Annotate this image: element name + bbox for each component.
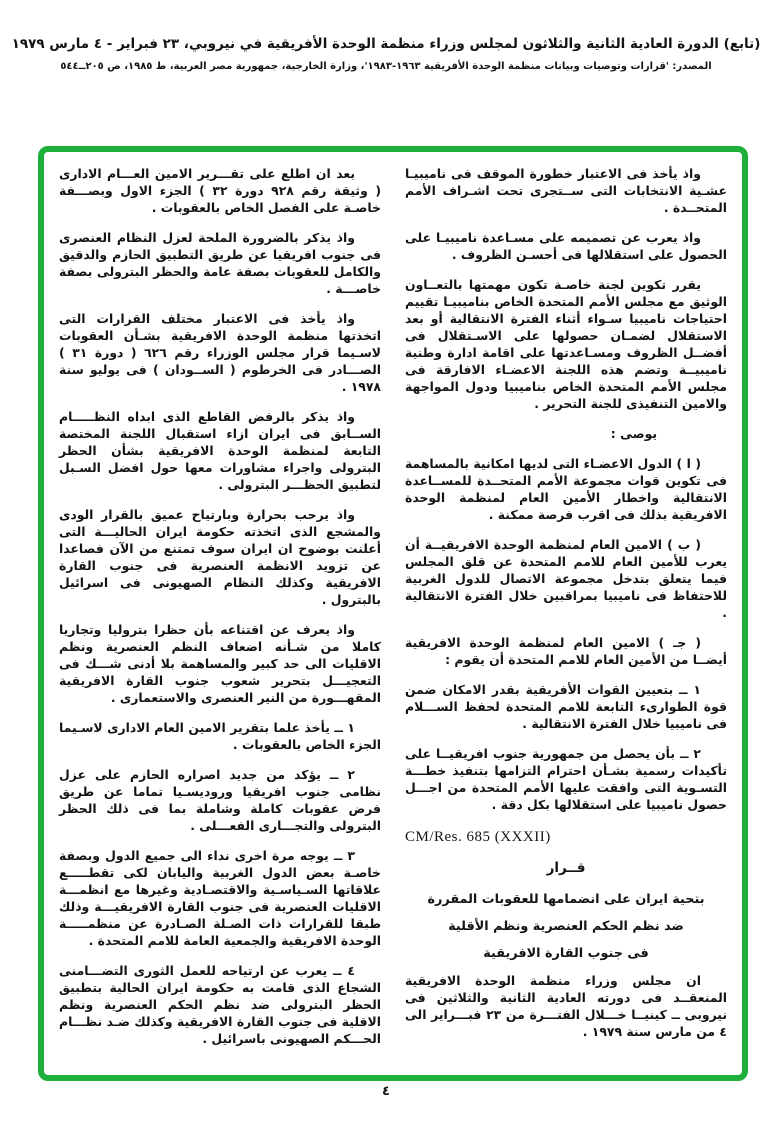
header-session-line: (تابع) الدورة العادية الثانية والثلاثون لمجلس وزراء منظمة الوحدة الأفريقية في نيروبي، ٢٣ فبراير - ٤ مارس ١٩٧٩ [11, 36, 761, 52]
paragraph: ( جـ ) الامين العام لمنظمة الوحدة الافريقية أيضــا من الأمين العام للامم المتحدة أن يقوم : [405, 635, 727, 667]
paragraph: واذ يعرف عن اقتناعه بأن حظرا بتروليا وتجاريا كاملا من شـأنه اضعاف النظم العنصرية ونظم الاقليات الى حد كبير والمساهمة بلا أدنى شـــك فى التعجيـــل بتحرير شعوب جنوب القارة الافريقية المقهـــورة من النير العنصرى والاستعمارى . [59, 622, 381, 705]
green-border-frame [38, 146, 748, 1081]
resolution-title-line: فى جنوب القارة الافريقية [483, 946, 649, 961]
column-left [59, 165, 381, 1065]
resolution-preamble: ان مجلس وزراء منظمة الوحدة الافريقية المنعقــد فى دورته العادية الثانية والثلاثين فى نيروبى ــ كينيــا خـــلال الفتـــرة من ٢٣ فبـــراير الى ٤ من مارس سنة ١٩٧٩ . [405, 973, 727, 1039]
paragraph: ١ ــ يأخذ علما بتقرير الامين العام الادارى لاسـيما الجزء الخاص بالعقوبات . [59, 720, 381, 752]
resolution-title-line: بتحية ايران على انضمامها للعقوبات المقررة [427, 892, 705, 907]
paragraph: واذ يذكر بالرفض القاطع الذى ابداه النظـــــام الســابق فى ايران ازاء استقبال اللجنة المختصة التابعة لمنظمة الوحدة الافريقية بشأن الحظر البترولى واجراء مشاورات معها حول افضل السـبل لتطبيق الحظـــر البترولى . [59, 409, 381, 492]
paragraph: واذ يعرب عن تصميمه على مسـاعدة ناميبيـا على الحصول على استقلالها فى أحسـن الظروف . [405, 230, 727, 262]
page-number: ٤ [382, 1084, 390, 1099]
two-column-body [59, 165, 727, 1065]
recommends-lead: يوصى : [610, 426, 657, 441]
paragraph: واذ يذكر بالضرورة الملحة لعزل النظام العنصرى فى جنوب افريقيا عن طريق التطبيق الحازم والدقيق والكامل للعقوبات بصفة عامة والحظر البترولى بصفة خاصـــة . [59, 230, 381, 296]
paragraph: ( ب ) الامين العام لمنظمة الوحدة الافريقيــة أن يعرب للأمين العام للامم المتحدة عن قلق المجلس فيما يتعلق بتدخل مجموعة الاتصال للدول الغربية للاحتفاظ فى ناميبيا بمراقبين خلال الفترة الانتقالية . [405, 537, 727, 620]
document-page [0, 36, 772, 1124]
paragraph: واذ يرحب بحرارة وبارتياح عميق بالقرار الودى والمشجع الذى اتخذته حكومة ايران الحاليـــة التى أعلنت بوضوح ان ايران سوف تمتنع من الآن فصاعدا عن تزويد الانظمة العنصرية فى جنوب القارة الافريقية وكذلك النظام الصهيونى فى اسرائيل بالبترول . [59, 507, 381, 607]
paragraph: واذ يأخذ فى الاعتبار خطورة الموقف فى ناميبيـا عشـية الانتخابات التى ســتجرى تحت اشـراف الأمم المتحــدة . [405, 166, 727, 215]
paragraph: يقرر تكوين لجنة خاصـة تكون مهمتها بالتعــاون الوثيق مع مجلس الأمم المتحدة الخاص بناميبيـا تقييم احتياجات ناميبيا سـواء أثناء الفترة الانتقالية أو بعد الاستقلال لضمـان حصولها على الاسـتقلال فى أفضــل الظروف ومسـاعدتها على اقامة ادارة وطنية ناميبيــة وتضم هذه اللجنة الاعضـاء الافارقة فى مجلس الأمم المتحدة الخاص بناميبيا ودول المواجهة والامين التنفيذى للجنة التحرير . [405, 277, 727, 411]
paragraph: ٢ ــ يؤكد من جديد اصراره الحازم على عزل نظامى جنوب افريقيا وروديسـيا تماما عن طريق فرض عقوبات كاملة وشاملة بما فى ذلك الحظر البترولى والتجـــارى الفعـــلى . [59, 767, 381, 833]
column-right [405, 165, 727, 1065]
resolution-reference: CM/Res. 685 (XXXII) [405, 829, 551, 845]
paragraph: بعد ان اطلع على تقـــرير الامين العـــام الادارى ( وثيقة رقم ٩٢٨ دورة ٣٢ ) الجزء الاول وبصـــفة خاصـة على الفصل الخاص بالعقوبات . [59, 166, 381, 215]
paragraph: ( ا ) الدول الاعضـاء التى لديها امكانية بالمساهمة فى تكوين قوات مجموعة الأمم المتحــدة للمســاعدة الانتقالية واخطار الأمين العام لمنظمة الوحدة الافريقية بذلك فى اقرب فرصة ممكنة . [405, 456, 727, 522]
paragraph: ٤ ــ يعرب عن ارتياحه للعمل الثورى التضـــامنى الشجاع الذى قامت به حكومة ايران الحالية بتطبيق الحظر البترولى ضد نظم الحكم العنصرية ونظم الاقلية فى جنوب القارة الافريقية وكذلك ضـد نظـــام الحـــكم الصهيونى باسرائيل . [59, 963, 381, 1046]
paragraph: ١ ــ بتعيين القوات الأفريقية بقدر الامكان ضمن قوة الطوارىء التابعة للامم المتحدة لحفظ الســـلام فى ناميبيا خلال الفترة الانتقالية . [405, 682, 727, 731]
resolution-heading: قــرار [546, 860, 586, 876]
paragraph: ٣ ــ يوجه مرة اخرى نداء الى جميع الدول وبصفة خاصـة بعض الدول الغربية واليابان لكى تقطـــــع علاقاتها السـياسـية والاقتصـادية وغيرها مع انظمـــة الاقليات العنصرية فى جنوب القارة الافريقيـــة وذلك طبقا للقرارات ذات الصـلة الصـادرة عن منظمـــــة الوحدة الافريقية والجمعية العامة للامم المتحدة . [59, 848, 381, 948]
page-header [0, 36, 772, 72]
resolution-title-line: ضد نظم الحكم العنصرية ونظم الأقلية [448, 919, 684, 934]
paragraph: واذ يأخذ فى الاعتبار مختلف القرارات التى اتخذتها منظمة الوحدة الافريقية بشـأن العقوبات لاسـيما قرار مجلس الوزراء رقم ٦٢٦ ( دورة ٣١ ) الصـــادر فى الخرطوم ( الســودان ) فى يوليو سنة ١٩٧٨ . [59, 311, 381, 394]
header-source-line: المصدر: 'قرارات وتوصيات وبيانات منظمة الوحدة الأفريقية ١٩٦٣-١٩٨٣'، وزارة الخارجية، جمهورية مصر العربية، ط ١٩٨٥، ص ٢٠٥ــ٥٤٤ [60, 61, 712, 72]
paragraph: ٢ ــ بأن يحصل من جمهورية جنوب افريقيــا على تأكيدات رسمية بشـأن احترام التزامها بتنفيذ خطـــة التسـوية التى وافقت عليها الأمم المتحدة من اجـــل حصول ناميبيا على استقلالها بكل دقة . [405, 746, 727, 812]
